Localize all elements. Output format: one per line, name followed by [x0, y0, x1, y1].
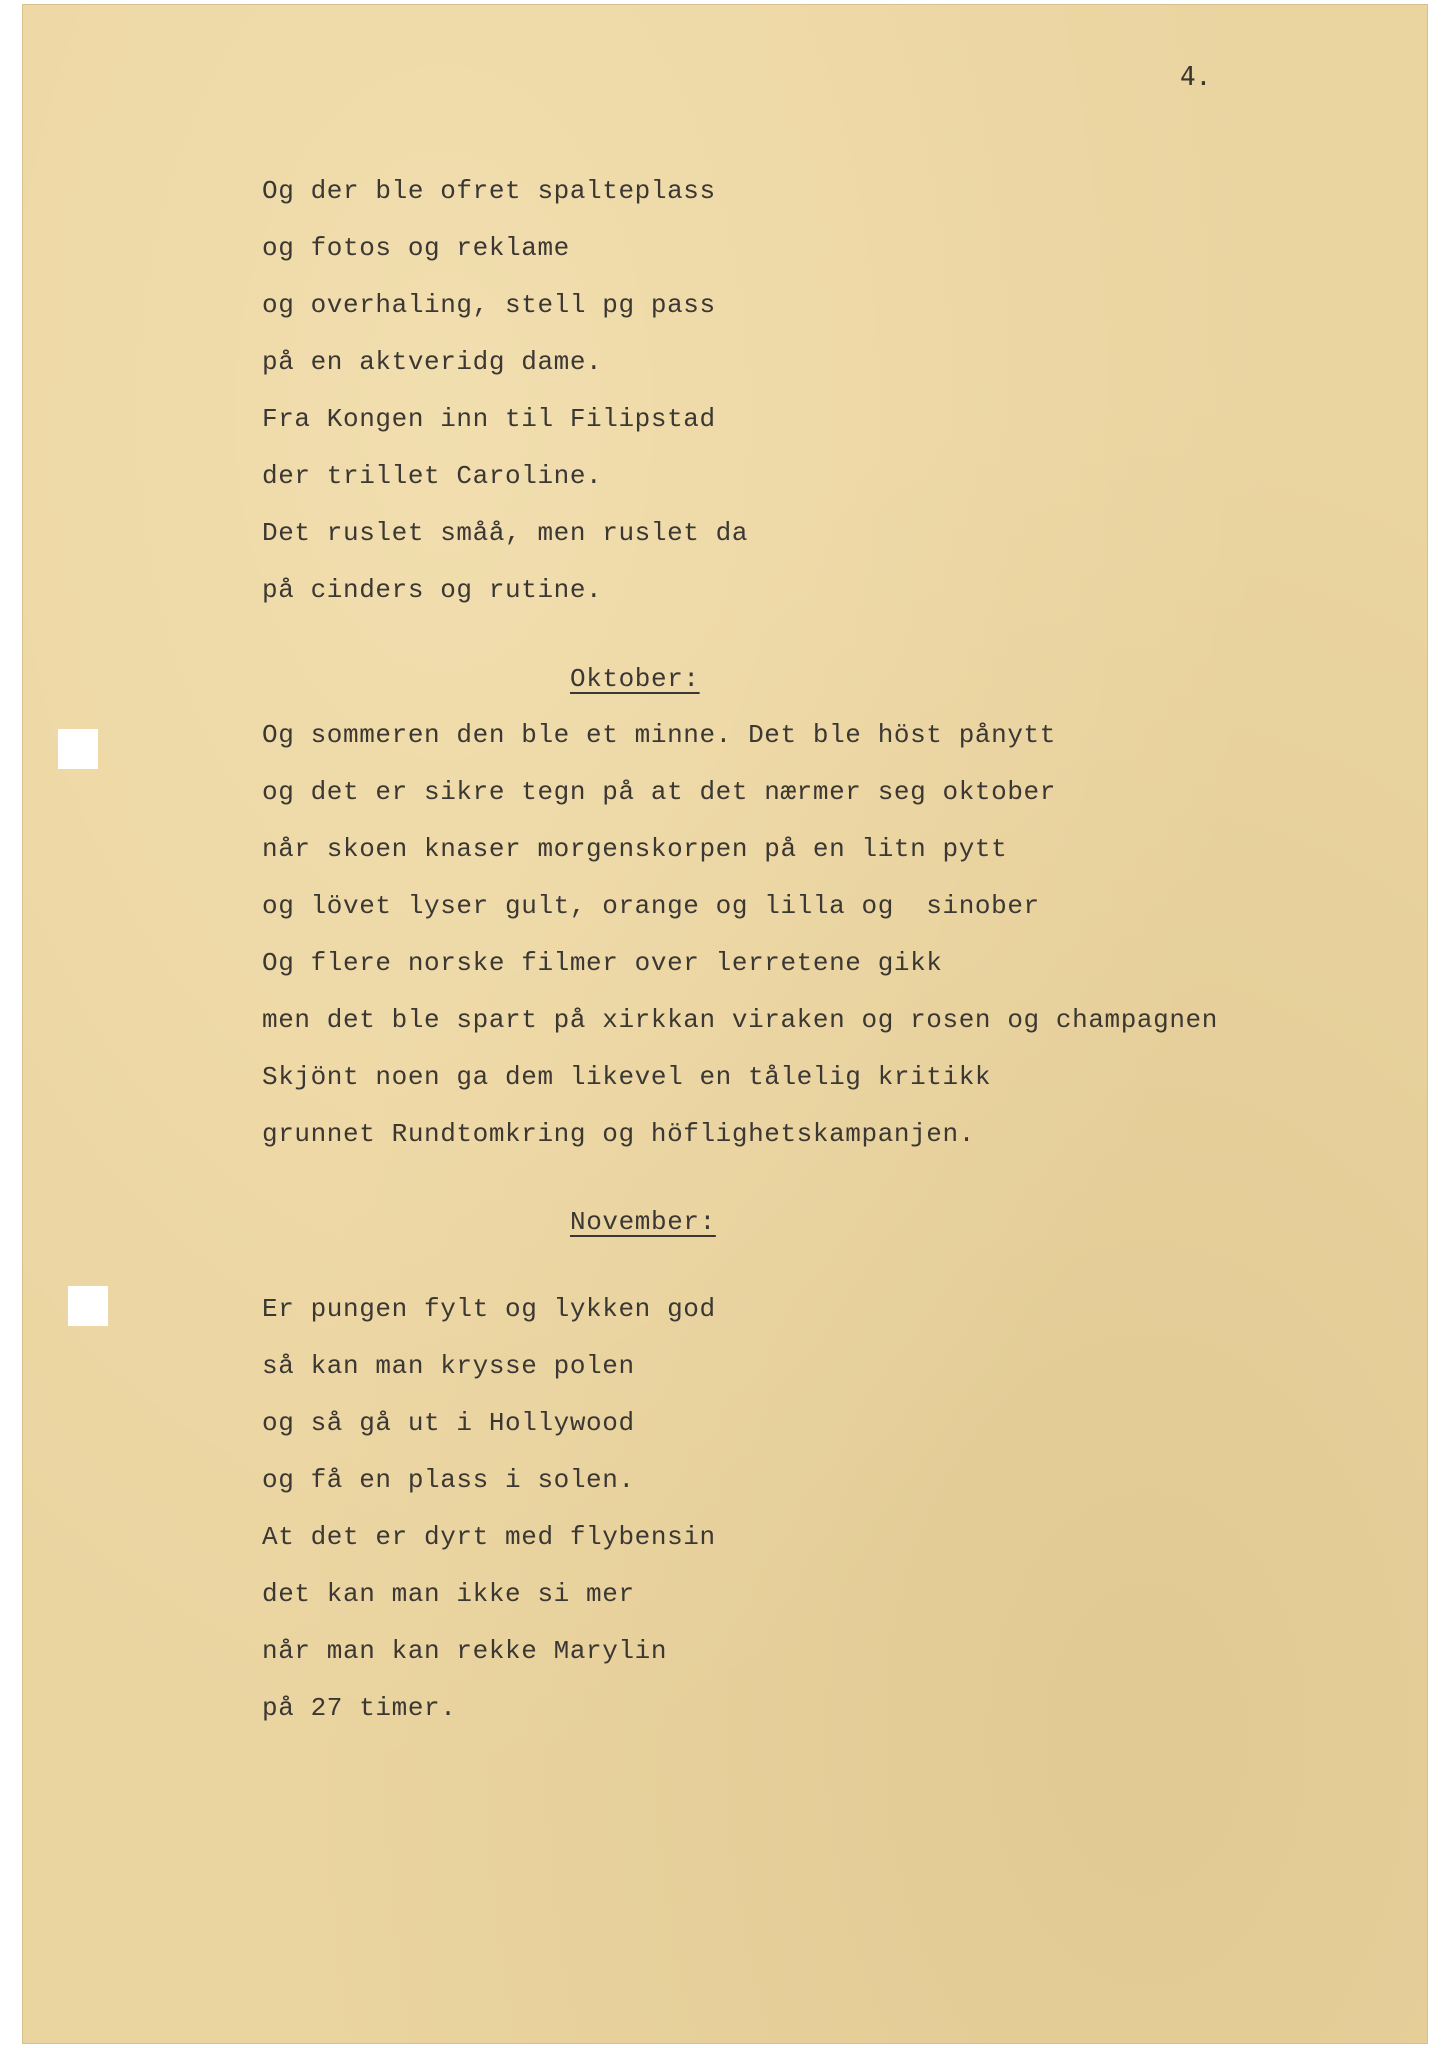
text-line: Og flere norske filmer over lerretene gikk	[262, 948, 943, 978]
heading-oktober: Oktober:	[570, 664, 700, 694]
text-line: Det ruslet småå, men ruslet da	[262, 518, 749, 548]
text-line: Er pungen fylt og lykken god	[262, 1294, 716, 1324]
text-line: det kan man ikke si mer	[262, 1579, 635, 1609]
heading-november: November:	[570, 1207, 716, 1237]
text-line: når man kan rekke Marylin	[262, 1636, 668, 1666]
text-line: og det er sikre tegn på at det nærmer seg oktober	[262, 777, 1056, 807]
text-line: Og sommeren den ble et minne. Det ble höst pånytt	[262, 720, 1056, 750]
text-line: Fra Kongen inn til Filipstad	[262, 404, 716, 434]
text-line: og så gå ut i Hollywood	[262, 1408, 635, 1438]
page-number: 4.	[1180, 62, 1212, 92]
text-line: og fotos og reklame	[262, 233, 570, 263]
text-line: på 27 timer.	[262, 1693, 457, 1723]
text-line: og lövet lyser gult, orange og lilla og sinober	[262, 891, 1040, 921]
typewritten-page	[22, 4, 1428, 2044]
margin-marker	[68, 1286, 108, 1326]
text-line: Og der ble ofret spalteplass	[262, 176, 716, 206]
text-line: men det ble spart på xirkkan viraken og rosen og champagnen	[262, 1005, 1218, 1035]
text-line: Skjönt noen ga dem likevel en tålelig kritikk	[262, 1062, 992, 1092]
text-line: At det er dyrt med flybensin	[262, 1522, 716, 1552]
text-line: og overhaling, stell pg pass	[262, 290, 716, 320]
text-line: når skoen knaser morgenskorpen på en litn pytt	[262, 834, 1008, 864]
text-line: på en aktveridg dame.	[262, 347, 603, 377]
text-line: der trillet Caroline.	[262, 461, 603, 491]
text-line: på cinders og rutine.	[262, 575, 603, 605]
margin-marker	[58, 729, 98, 769]
text-line: og få en plass i solen.	[262, 1465, 635, 1495]
text-line: så kan man krysse polen	[262, 1351, 635, 1381]
text-line: grunnet Rundtomkring og höflighetskampanjen.	[262, 1119, 975, 1149]
